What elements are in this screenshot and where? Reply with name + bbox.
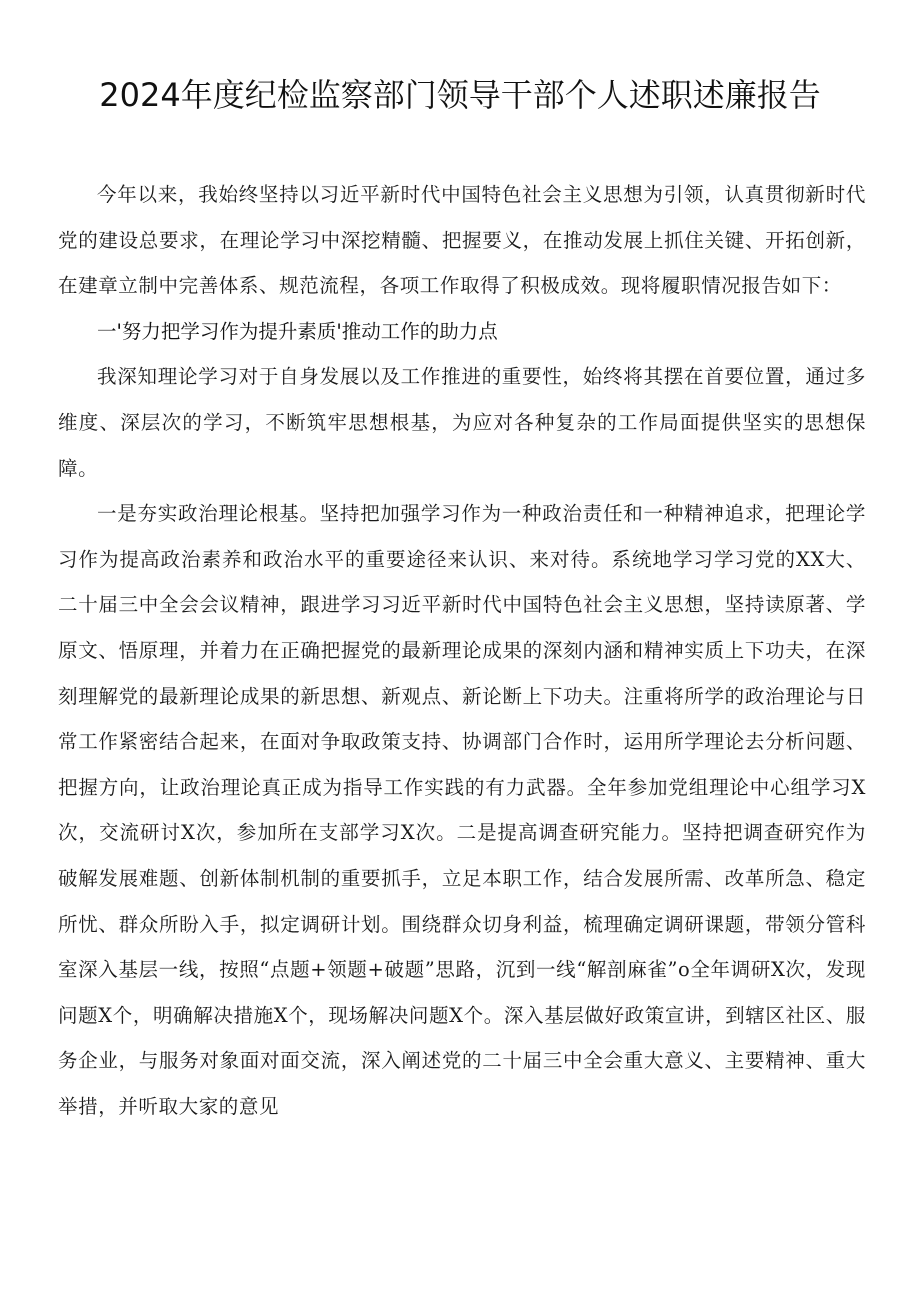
section-body-paragraph: 一是夯实政治理论根基。坚持把加强学习作为一种政治责任和一种精神追求，把理论学习作为提高政治素养和政治水平的重要途径来认识、来对待。系统地学习学习党的XX大、二十届三中全会会议精神，跟进学习习近平新时代中国特色社会主义思想，坚持读原著、学原文、悟原理，并着力在正确把握党的最新理论成果的深刻内涵和精神实质上下功夫，在深刻理解党的最新理论成果的新思想、新观点、新论断上下功夫。注重将所学的政治理论与日常工作紧密结合起来，在面对争取政策支持、协调部门合作时，运用所学理论去分析问题、把握方向，让政治理论真正成为指导工作实践的有力武器。全年参加党组理论中心组学习X次，交流研讨X次，参加所在支部学习X次。二是提高调查研究能力。坚持把调查研究作为破解发展难题、创新体制机制的重要抓手，立足本职工作，结合发展所需、改革所急、稳定所忧、群众所盼入手，拟定调研计划。围绕群众切身利益，梳理确定调研课题，带领分管科室深入基层一线，按照“点题+领题+破题”思路，沉到一线“解剖麻雀”o全年调研X次，发现问题X个，明确解决措施X个，现场解决问题X个。深入基层做好政策宣讲，到辖区社区、服务企业，与服务对象面对面交流，深入阐述党的二十届三中全会重大意义、主要精神、重大举措，并听取大家的意见 bbox=[58, 502, 866, 1118]
intro-paragraph: 今年以来，我始终坚持以习近平新时代中国特色社会主义思想为引领，认真贯彻新时代党的建设总要求，在理论学习中深挖精髓、把握要义，在推动发展上抓住关键、开拓创新，在建章立制中完善体系、规范流程，各项工作取得了积极成效。现将履职情况报告如下： bbox=[58, 183, 866, 298]
section-intro-paragraph: 我深知理论学习对于自身发展以及工作推进的重要性，始终将其摆在首要位置，通过多维度、深层次的学习，不断筑牢思想根基，为应对各种复杂的工作局面提供坚实的思想保障。 bbox=[58, 365, 866, 480]
section-heading: 一'努力把学习作为提升素质'推动工作的助力点 bbox=[97, 319, 498, 343]
document-body bbox=[58, 172, 866, 1129]
document-title: 2024年度纪检监察部门领导干部个人述职述廉报告 bbox=[99, 76, 821, 114]
